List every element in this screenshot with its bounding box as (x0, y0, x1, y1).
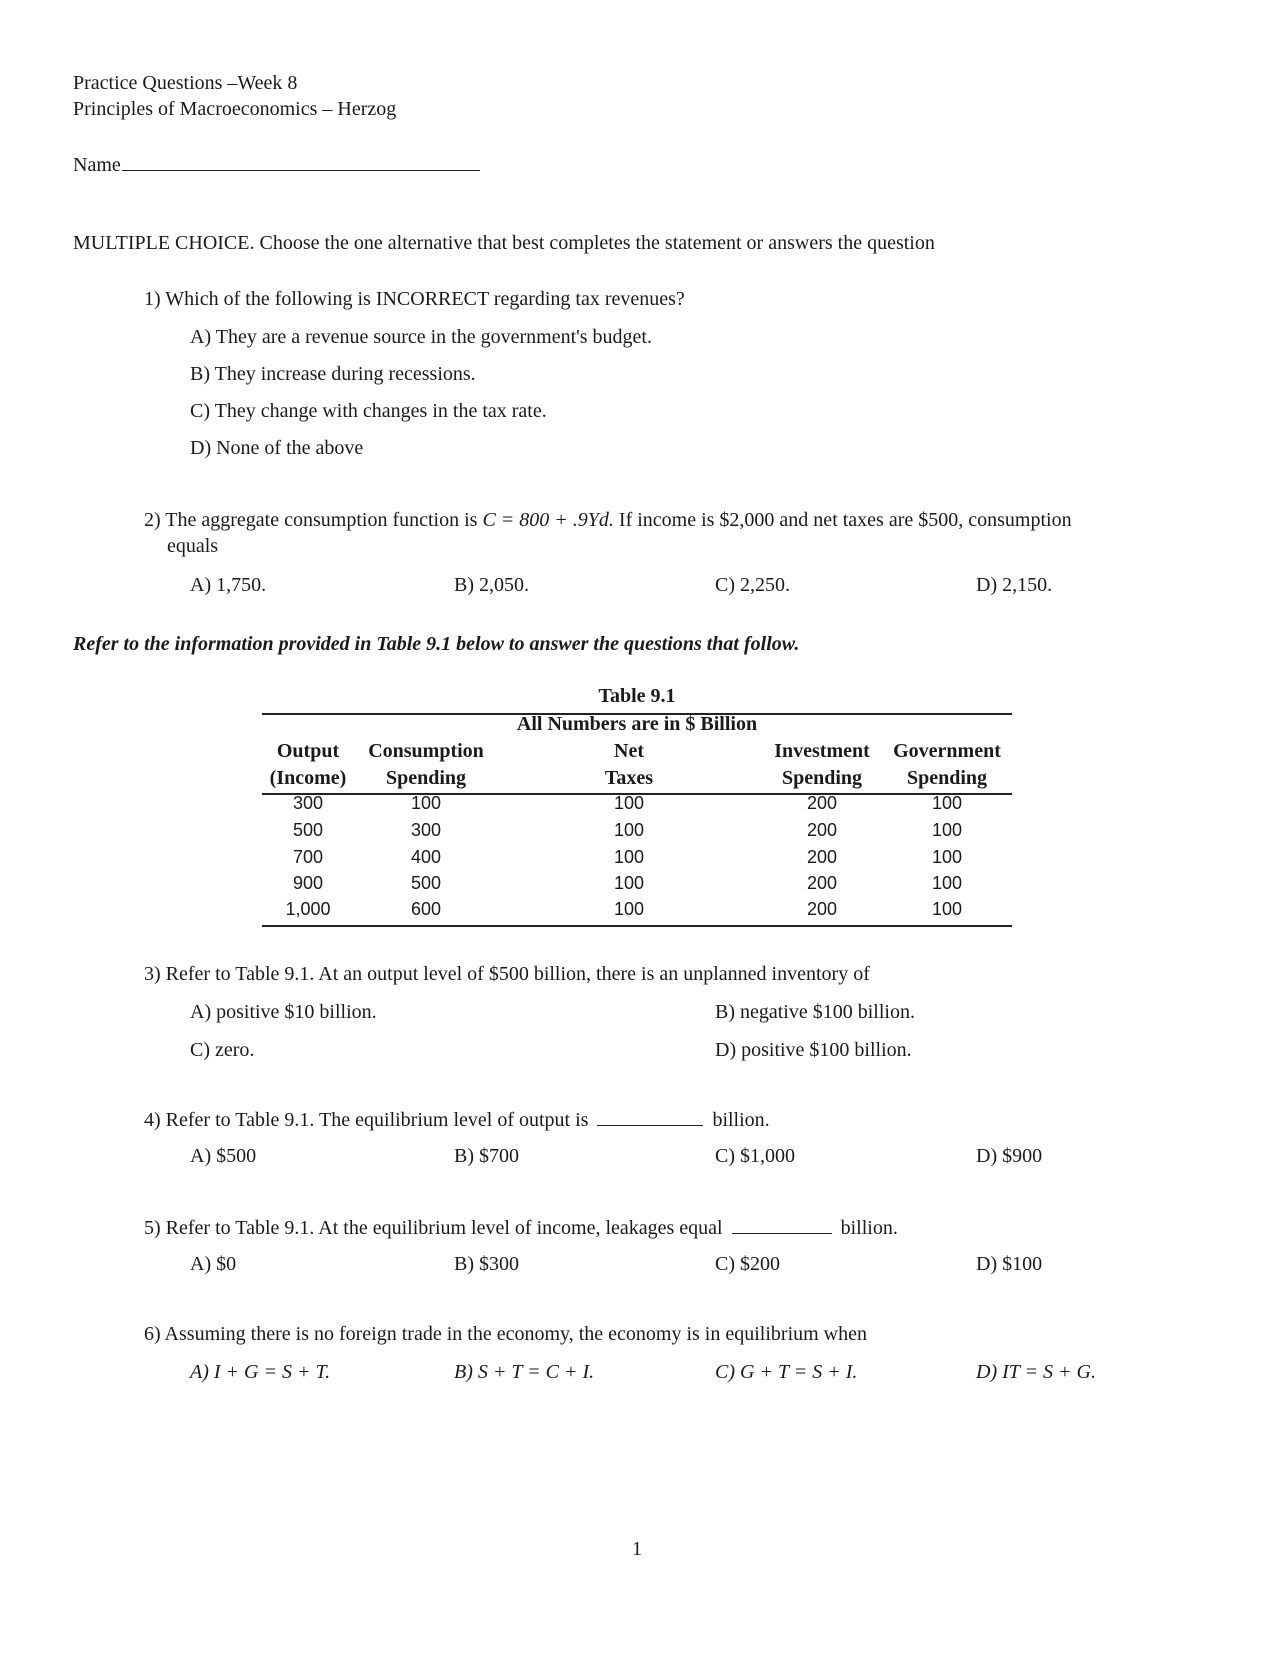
cell-output: 1,000 (285, 899, 331, 919)
refer-note: Refer to the information provided in Table 9.1 below to answer the questions that follow. (73, 633, 800, 655)
q1-stem: 1) Which of the following is INCORRECT regarding tax revenues? (144, 288, 685, 310)
cell-net-taxes: 100 (613, 847, 645, 867)
q2-stem-b: If income is $2,000 and net taxes are $500, consumption (613, 509, 1072, 531)
cell-output: 300 (292, 793, 324, 813)
cell-output: 500 (292, 820, 324, 840)
q2-stem-continued: equals (167, 535, 219, 557)
table-subtitle: All Numbers are in $ Billion (516, 713, 758, 735)
q4-stem (144, 1107, 770, 1132)
q1-option-c[interactable]: C) They change with changes in the tax rate. (190, 400, 547, 422)
q3-stem: 3) Refer to Table 9.1. At an output level of $500 billion, there is an unplanned inventory of (144, 963, 870, 985)
q1-option-d[interactable]: D) None of the above (190, 437, 364, 459)
cell-consumption: 600 (410, 899, 442, 919)
q4-option-a[interactable]: A) $500 (190, 1145, 257, 1167)
q2-option-a[interactable]: A) 1,750. (190, 574, 267, 596)
q4-option-d[interactable]: D) $900 (976, 1145, 1043, 1167)
q1-option-b[interactable]: B) They increase during recessions. (190, 363, 476, 385)
q4-stem-text: 4) Refer to Table 9.1. The equilibrium level of output is (144, 1109, 589, 1131)
cell-investment: 200 (806, 793, 838, 813)
table-bottom-rule (262, 925, 1012, 927)
table-title: Table 9.1 (598, 685, 676, 707)
cell-investment: 200 (806, 899, 838, 919)
name-field[interactable] (73, 152, 480, 177)
cell-consumption: 300 (410, 820, 442, 840)
cell-government: 100 (931, 873, 963, 893)
q6-option-b[interactable]: B) S + T = C + I. (454, 1361, 595, 1383)
q3-option-b[interactable]: B) negative $100 billion. (715, 1001, 915, 1023)
q4-answer-blank[interactable] (597, 1107, 703, 1126)
col-header-net-taxes-l1: Net (614, 740, 644, 762)
q2-option-d[interactable]: D) 2,150. (976, 574, 1053, 596)
page-number: 1 (632, 1538, 642, 1560)
q5-stem-text: 5) Refer to Table 9.1. At the equilibrium level of income, leakages equal (144, 1217, 723, 1239)
col-header-net-taxes-l2: Taxes (604, 767, 654, 789)
q5-option-c[interactable]: C) $200 (715, 1253, 780, 1275)
q3-option-a[interactable]: A) positive $10 billion. (190, 1001, 377, 1023)
cell-output: 900 (292, 873, 324, 893)
q5-stem (144, 1215, 898, 1240)
q4-option-b[interactable]: B) $700 (454, 1145, 519, 1167)
q4-suffix: billion. (712, 1109, 770, 1131)
col-header-investment-l1: Investment (774, 740, 870, 762)
col-header-investment-l2: Spending (781, 767, 863, 789)
q2-option-c[interactable]: C) 2,250. (715, 574, 790, 596)
col-header-government-l2: Spending (906, 767, 988, 789)
cell-consumption: 400 (410, 847, 442, 867)
q2-stem-a: 2) The aggregate consumption function is (144, 509, 483, 531)
q2-formula: C = 800 + .9Yd. (482, 509, 614, 531)
q3-option-d[interactable]: D) positive $100 billion. (715, 1039, 912, 1061)
cell-investment: 200 (806, 820, 838, 840)
q5-option-d[interactable]: D) $100 (976, 1253, 1043, 1275)
q4-option-c[interactable]: C) $1,000 (715, 1145, 795, 1167)
q2-stem (144, 509, 1072, 532)
cell-output: 700 (292, 847, 324, 867)
q2-option-b[interactable]: B) 2,050. (454, 574, 529, 596)
q6-option-d[interactable]: D) IT = S + G. (976, 1361, 1096, 1383)
col-header-output-l2: (Income) (269, 767, 347, 789)
header-line-1: Practice Questions –Week 8 (73, 72, 298, 94)
cell-consumption: 100 (410, 793, 442, 813)
q5-answer-blank[interactable] (732, 1215, 832, 1234)
cell-net-taxes: 100 (613, 793, 645, 813)
q5-suffix: billion. (840, 1217, 898, 1239)
cell-government: 100 (931, 793, 963, 813)
cell-consumption: 500 (410, 873, 442, 893)
name-underline (122, 152, 480, 171)
cell-net-taxes: 100 (613, 899, 645, 919)
col-header-consumption-l1: Consumption (368, 740, 484, 762)
cell-net-taxes: 100 (613, 820, 645, 840)
instructions: MULTIPLE CHOICE. Choose the one alternative that best completes the statement or answers the question (73, 232, 935, 254)
name-label: Name (73, 154, 121, 176)
col-header-output-l1: Output (276, 740, 340, 762)
q1-option-a[interactable]: A) They are a revenue source in the government's budget. (190, 326, 652, 348)
cell-investment: 200 (806, 873, 838, 893)
cell-government: 100 (931, 847, 963, 867)
q5-option-a[interactable]: A) $0 (190, 1253, 237, 1275)
q6-stem: 6) Assuming there is no foreign trade in the economy, the economy is in equilibrium when (144, 1323, 867, 1345)
q5-option-b[interactable]: B) $300 (454, 1253, 519, 1275)
col-header-government-l1: Government (893, 740, 1001, 762)
cell-investment: 200 (806, 847, 838, 867)
q6-option-c[interactable]: C) G + T = S + I. (715, 1361, 858, 1383)
header-line-2: Principles of Macroeconomics – Herzog (73, 98, 397, 120)
cell-government: 100 (931, 899, 963, 919)
q6-option-a[interactable]: A) I + G = S + T. (190, 1361, 331, 1383)
cell-government: 100 (931, 820, 963, 840)
q3-option-c[interactable]: C) zero. (190, 1039, 255, 1061)
cell-net-taxes: 100 (613, 873, 645, 893)
col-header-consumption-l2: Spending (385, 767, 467, 789)
